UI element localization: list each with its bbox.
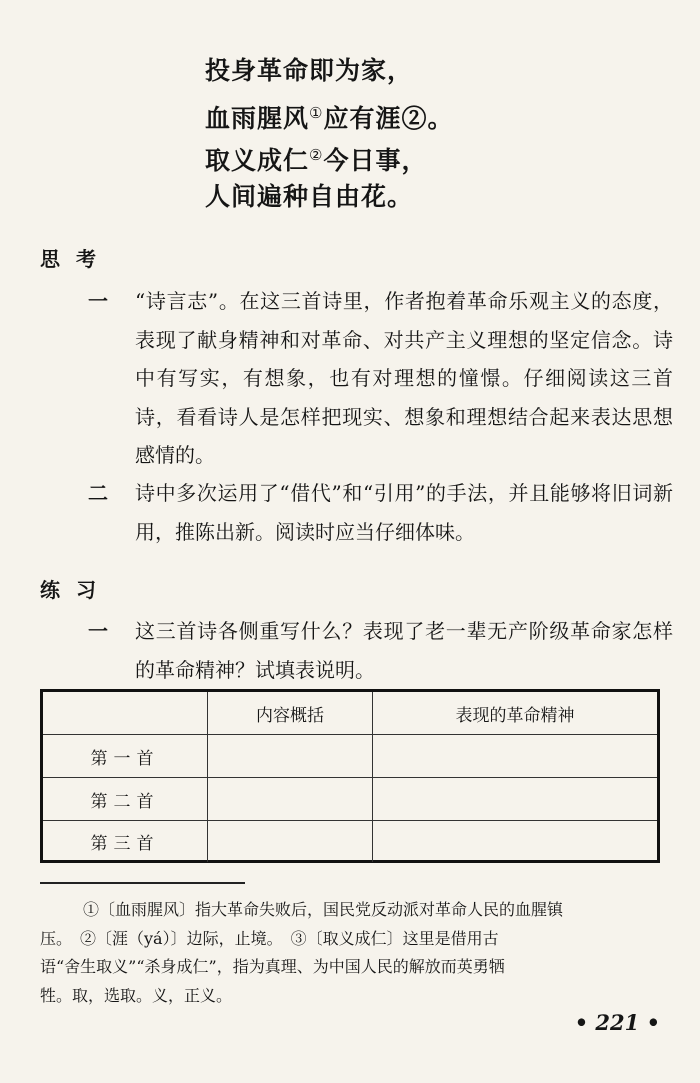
poem [205,50,453,218]
footnote-line: 牲。取，选取。义，正义。 [40,985,233,1005]
item-number: 一 [88,289,108,313]
content-cell [208,735,373,777]
answer-table [40,689,660,863]
row-label: 第三首 [43,821,208,862]
footnote-line: 语“舍生取义”“杀身成仁”，指为真理、为中国人民的解放而英勇牺 [40,957,505,976]
item-number: 一 [88,619,108,643]
exercise-item-1 [88,612,673,689]
exercise-heading: 练习 [40,578,112,602]
item-text: 诗中多次运用了“借代”和“引用”的手法，并且能够将旧词新用，推陈出新。阅读时应当仔细体味。 [135,481,673,544]
spirit-cell [373,778,657,820]
poem-line-1 [205,50,453,92]
content-cell [208,778,373,820]
poem-line-tail: 今日事， [323,146,428,175]
table-header-cell [43,692,208,734]
poem-line-text: 取义成仁 [205,146,310,175]
footnote-marker: ② [309,146,324,164]
poem-line-tail: 应有涯②。 [323,104,454,133]
table-header-cell: 表现的革命精神 [455,705,575,726]
table-row [43,778,657,821]
poem-line-text: 血雨腥风 [205,104,310,133]
poem-line-4 [205,176,453,218]
footnote-line: ①〔血雨腥风〕指大革命失败后，国民党反动派对革命人民的血腥镇 [83,900,564,919]
table-row [43,821,657,862]
thinking-item-2 [88,474,673,551]
footnote-line: 压。 ②〔涯（yá）〕边际，止境。 ③〔取义成仁〕这里是借用古 [40,928,499,948]
row-label: 第二首 [43,778,208,820]
thinking-heading: 思考 [40,247,112,271]
page-number: • 221 • [574,1010,660,1035]
footnote-marker: ① [309,104,324,122]
poem-line-2 [205,92,453,134]
poem-line-text: 投身革命即为家， [205,56,414,85]
content-cell [208,821,373,862]
thinking-item-1 [88,282,673,475]
item-text: “诗言志”。在这三首诗里，作者抱着革命乐观主义的态度，表现了献身精神和对革命、对共产主义理想的坚定信念。诗中有写实，有想象，也有对理想的憧憬。仔细阅读这三首诗，看看诗人是怎样把现实、想象和理想结合起来表达思想感情的。 [135,289,673,467]
poem-line-text: 人间遍种自由花。 [205,182,414,211]
footnote-divider [40,882,245,884]
poem-line-3 [205,134,453,176]
table-header-row [43,692,657,735]
spirit-cell [373,821,657,862]
table-header-cell: 内容概括 [208,692,373,734]
spirit-cell [373,735,657,777]
row-label: 第一首 [43,735,208,777]
table-row [43,735,657,778]
item-number: 二 [88,481,108,505]
item-text: 这三首诗各侧重写什么？表现了老一辈无产阶级革命家怎样的革命精神？试填表说明。 [135,619,673,682]
footnotes [40,896,668,1010]
